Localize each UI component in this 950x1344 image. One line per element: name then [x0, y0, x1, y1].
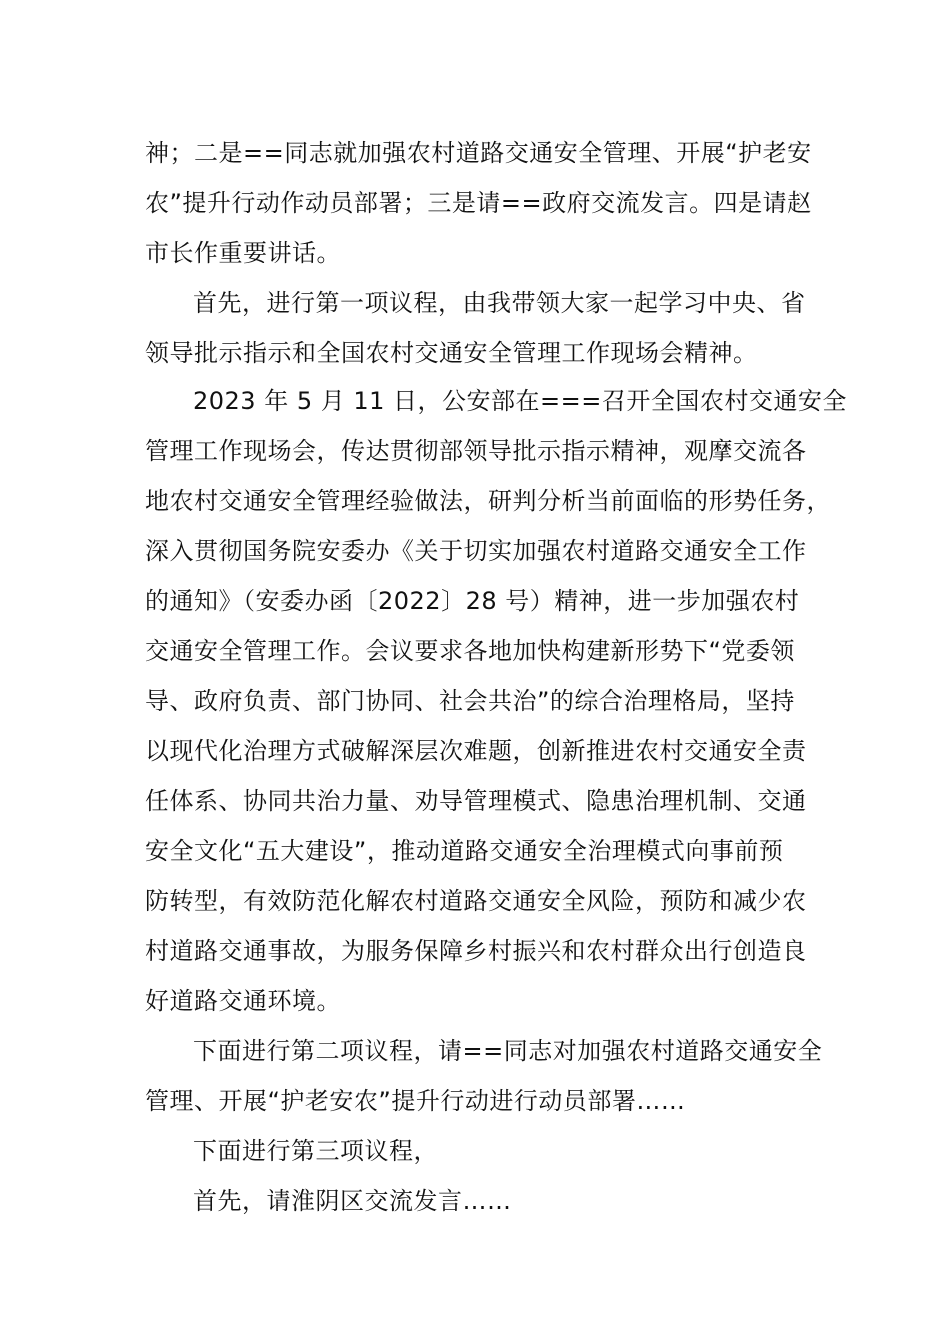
- text-line-20: 管理、开展“护老安农”提升行动进行动员部署……: [145, 1087, 686, 1115]
- text-line-3: 市长作重要讲话。: [145, 239, 341, 267]
- text-line-6: 2023 年 5 月 11 日，公安部在===召开全国农村交通安全: [193, 387, 847, 415]
- text-line-15: 安全文化“五大建设”，推动道路交通安全治理模式向事前预: [145, 837, 784, 865]
- text-line-11: 交通安全管理工作。会议要求各地加快构建新形势下“党委领: [145, 637, 795, 665]
- text-line-12: 导、政府负责、部门协同、社会共治”的综合治理格局，坚持: [145, 687, 795, 715]
- text-line-19: 下面进行第二项议程，请==同志对加强农村道路交通安全: [193, 1037, 823, 1065]
- text-line-9: 深入贯彻国务院安委办《关于切实加强农村道路交通安全工作: [145, 537, 807, 565]
- text-line-7: 管理工作现场会，传达贯彻部领导批示指示精神，观摩交流各: [145, 437, 807, 465]
- text-line-10: 的通知》（安委办函〔2022〕28 号）精神，进一步加强农村: [145, 587, 800, 615]
- text-line-22: 首先，请淮阴区交流发言……: [193, 1187, 512, 1215]
- text-line-4: 首先，进行第一项议程，由我带领大家一起学习中央、省: [193, 289, 806, 317]
- text-line-18: 好道路交通环境。: [145, 987, 341, 1015]
- text-line-8: 地农村交通安全管理经验做法，研判分析当前面临的形势任务，: [145, 487, 831, 515]
- text-line-2: 农”提升行动作动员部署；三是请==政府交流发言。四是请赵: [145, 189, 812, 217]
- text-line-21: 下面进行第三项议程，: [193, 1137, 438, 1165]
- text-line-14: 任体系、协同共治力量、劝导管理模式、隐患治理机制、交通: [145, 787, 807, 815]
- text-line-1: 神；二是==同志就加强农村道路交通安全管理、开展“护老安: [145, 139, 812, 167]
- text-line-13: 以现代化治理方式破解深层次难题，创新推进农村交通安全责: [145, 737, 807, 765]
- text-line-16: 防转型，有效防范化解农村道路交通安全风险，预防和减少农: [145, 887, 807, 915]
- text-line-5: 领导批示指示和全国农村交通安全管理工作现场会精神。: [145, 339, 758, 367]
- text-line-17: 村道路交通事故，为服务保障乡村振兴和农村群众出行创造良: [145, 937, 807, 965]
